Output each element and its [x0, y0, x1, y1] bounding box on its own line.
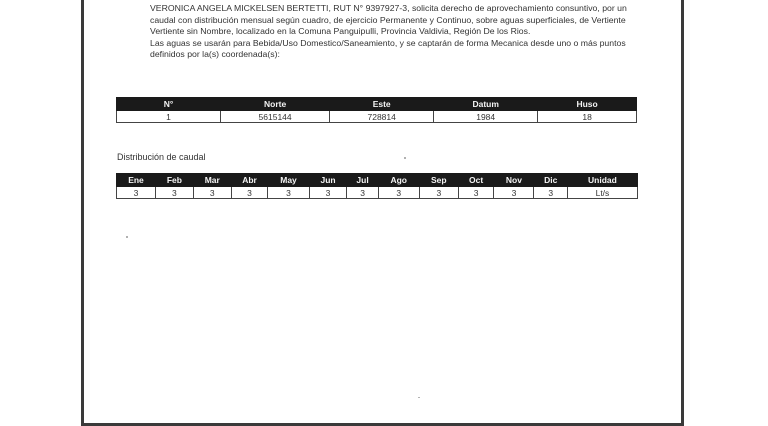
scan-speck [404, 157, 406, 159]
header-este: Este [330, 98, 434, 111]
header-month-jul: Jul [347, 174, 378, 187]
cell-abr: 3 [231, 187, 268, 199]
table-row [117, 111, 637, 123]
cell-jun: 3 [309, 187, 347, 199]
header-month-feb: Feb [155, 174, 193, 187]
header-month-oct: Oct [458, 174, 494, 187]
header-datum: Datum [434, 98, 538, 111]
cell-may: 3 [268, 187, 309, 199]
header-month-nov: Nov [494, 174, 534, 187]
flow-distribution-table [116, 173, 638, 199]
notice-paragraph-2: Las aguas se usarán para Bebida/Uso Domestico/Saneamiento, y se captarán de forma Mecanica desde uno o más puntos definidos por la(s) coordenada(s): [150, 37, 626, 60]
cell-number: 1 [117, 111, 221, 123]
flow-header-row [117, 174, 638, 187]
header-month-jun: Jun [309, 174, 347, 187]
cell-jul: 3 [347, 187, 378, 199]
cell-este: 728814 [330, 111, 434, 123]
header-norte: Norte [221, 98, 330, 111]
coordinates-header-row [117, 98, 637, 111]
flow-caption: Distribución de caudal [117, 152, 206, 162]
document-frame [81, 0, 684, 426]
cell-mar: 3 [193, 187, 231, 199]
header-huso: Huso [538, 98, 637, 111]
header-month-abr: Abr [231, 174, 268, 187]
cell-dic: 3 [534, 187, 567, 199]
notice-text [150, 3, 630, 61]
cell-ago: 3 [378, 187, 419, 199]
scan-speck [126, 236, 128, 238]
cell-oct: 3 [458, 187, 494, 199]
cell-datum: 1984 [434, 111, 538, 123]
cell-sep: 3 [419, 187, 458, 199]
header-month-mar: Mar [193, 174, 231, 187]
cell-nov: 3 [494, 187, 534, 199]
notice-paragraph-1: VERONICA ANGELA MICKELSEN BERTETTI, RUT N° 9397927-3, solicita derecho de aprovechamiento consuntivo, por un caudal con distribución mensual según cuadro, de ejercicio Permanente y Continuo, sobre aguas superficiales, de Vertiente Vertiente sin Nombre, localizado en la Comuna Panguipulli, Provincia Valdivia, Región De los Rios. [150, 3, 627, 37]
header-month-ene: Ene [117, 174, 156, 187]
header-month-sep: Sep [419, 174, 458, 187]
cell-huso: 18 [538, 111, 637, 123]
table-row [117, 187, 638, 199]
coordinates-table [116, 97, 637, 123]
header-month-ago: Ago [378, 174, 419, 187]
header-number: N° [117, 98, 221, 111]
cell-norte: 5615144 [221, 111, 330, 123]
scan-speck [418, 397, 420, 398]
header-unidad: Unidad [567, 174, 637, 187]
header-month-dic: Dic [534, 174, 567, 187]
cell-unidad: Lt/s [567, 187, 637, 199]
header-month-may: May [268, 174, 309, 187]
cell-ene: 3 [117, 187, 156, 199]
cell-feb: 3 [155, 187, 193, 199]
